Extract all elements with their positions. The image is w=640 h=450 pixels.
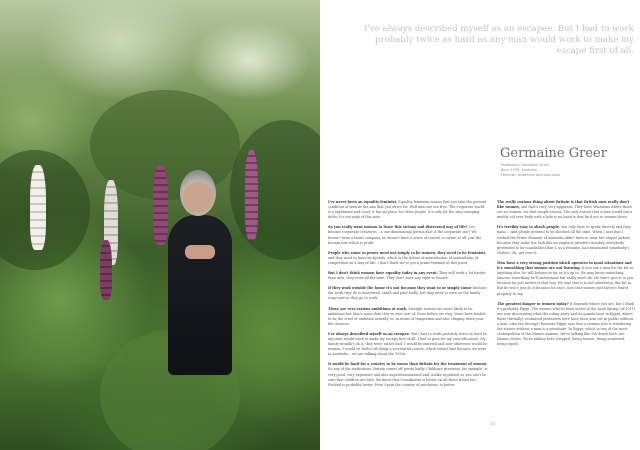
question: The really curious thing about Britain is that British men really don't like women, (497, 200, 630, 210)
pull-quote: I've always described myself as an escapee. But I had to work probably twice as hard as any man would work to make my escape first of all. (364, 24, 634, 56)
profile-born: Born 1939, Australia (501, 168, 537, 172)
answer: But I had to work probably twice as hard as any man would work to make my escape first of all. I had to pass for my own education. My family wouldn't do it, they were rather bad. I would be married and now otherwise would be women. I would be better off doing a secretarial course, which wasn't bad because we were in Australia – we are talking about the 1950s. (328, 331, 488, 357)
question: So you really want women to leave this vicious and distressed way of life? (328, 225, 468, 230)
foxglove-flower (245, 150, 258, 240)
profile-profession: Profession: Germaine Greer (501, 163, 550, 167)
foxglove-flower (100, 240, 112, 300)
profile-name: Germaine Greer (500, 146, 607, 161)
body-column-2 (497, 200, 636, 352)
paragraph (328, 225, 488, 245)
question: It's terribly easy to shock people. (497, 225, 561, 230)
paragraph (328, 286, 488, 301)
question: If they work outside the home it's not because they want to or simply cause (328, 286, 472, 291)
question: The greatest danger to women today? (497, 301, 569, 306)
question: There are very serious ambitions at work. (328, 306, 408, 311)
paragraph (497, 225, 636, 256)
answer: Straight women are more likely to be ambitious but that's more than they're ever sort of. Even before we ring, there have tended to be the cruel of ambition actually, to, in terms of temptation and also clinging down your life chances. (328, 306, 486, 326)
question: It would be hard for a country to be worse than Britain for the treatment of women. (328, 362, 488, 367)
paragraph (497, 200, 636, 220)
foxglove-flower (30, 165, 46, 250)
answer: I've become corporate creatures – a one-dimensional person that is the corporate one? We haven't been a burnt company, he doesn't have a sense of control or virtue at all, just the bottom line which is profit. (328, 225, 482, 245)
question: Men have a very strong position which operates in most situations and it's something that women are not learning. (497, 260, 632, 271)
person-hands (185, 245, 215, 259)
paragraph (497, 261, 636, 297)
question: I've always described myself as an escapee. (328, 331, 411, 336)
paragraph (497, 302, 636, 348)
foliage (230, 120, 320, 260)
body-column-1 (328, 200, 488, 393)
paragraph (328, 362, 488, 387)
question: I've never been an equality feminist. (328, 200, 398, 204)
person-body (168, 215, 232, 375)
foxglove-flower (153, 165, 168, 245)
answer: They still work a lot harder than men, they work all the time. They don't have any right to leisure. (328, 271, 486, 281)
answer: because the work they do is monetized, taxed and paid badly, but they need to earn on the family wage and so they go to work. (328, 286, 487, 301)
question: People who come to power need not simply to be women, they need to be feminists (328, 250, 486, 255)
question: But I don't think women have equality today in any event. (328, 271, 438, 276)
paragraph (328, 332, 488, 357)
answer: and they need to have an agenda, which is the defeat of masculinism, of masculinity, of competition as a way of life. I don't think we've got a prime feminist at this point. (328, 255, 479, 265)
answer: Equality feminism means that you take the present condition of men as the aim that you strive for. Well men are not free. The corporate world is a nightmare and cruel, it has no place for older people. It's only for the ring-swinging dicks. It's not nigh of this now. (328, 200, 487, 220)
answer: You only have to speak directly and they panic... And people pretend to be shocked all the time. When I said that I wished the Prime Minister of Australia didn't have to wear her stupid jackets, because they make her look like an emperor grinder's monkey, everybody pretended to be scandalised that I, as a feminist, had mentioned somebody's clothes. Oh, get over it. (497, 225, 631, 255)
paragraph (328, 271, 488, 281)
page-number: 15 (490, 421, 496, 426)
paragraph (328, 251, 488, 266)
person-head (180, 170, 216, 216)
profile-description: Feminist, academic and journalist (501, 173, 560, 177)
paragraph (328, 307, 488, 327)
answer: So any of the institutions, Britain comes off pretty badly. Childcare provision, for example, is very good, very expensive and also unprofessionalised and, unlike regulated so you can't be sure that children are safe. We know that Scandinavia is better on all these fronts but Finland is probably better. Even Spain the country of machismo, is better. (328, 367, 488, 387)
answer: and that's very, very apparent. They have situations where there are no women, for that simple reason. The only reason that a man would use a muddy ool over body with a hole is no hand is that he'd not to women there. (497, 205, 633, 220)
answer: If you ask a man for the kit or anything else, he will behave as far as it's up to. He may know something famous, something he'll understand but really won't do. He won't give it to you, because he just invited it that way. He says that it is not inherent in this bit in. But he won't just do it because he can't, now that women just haven't learnt properly to say. (497, 266, 635, 296)
paragraph (328, 200, 488, 220)
answer: It depends where you are, but I think it's probably Egypt. The women who've been active in the Arab Spring (of 2011) are now discovering what the ruling party and its guards have in Egypt, where those (brutally) victimised protesters here have their arm cut in public without a man. Like the throngs? Because Egypt says that a woman who is wandering the streets without a man is a prostitute. In Egypt, which is one of the most cosmopolitan of the Islamic nations. We're talking like 5th death here, not Islamic states. We're talking here stripped, being beaten, being murdered, being raped. (497, 301, 636, 347)
